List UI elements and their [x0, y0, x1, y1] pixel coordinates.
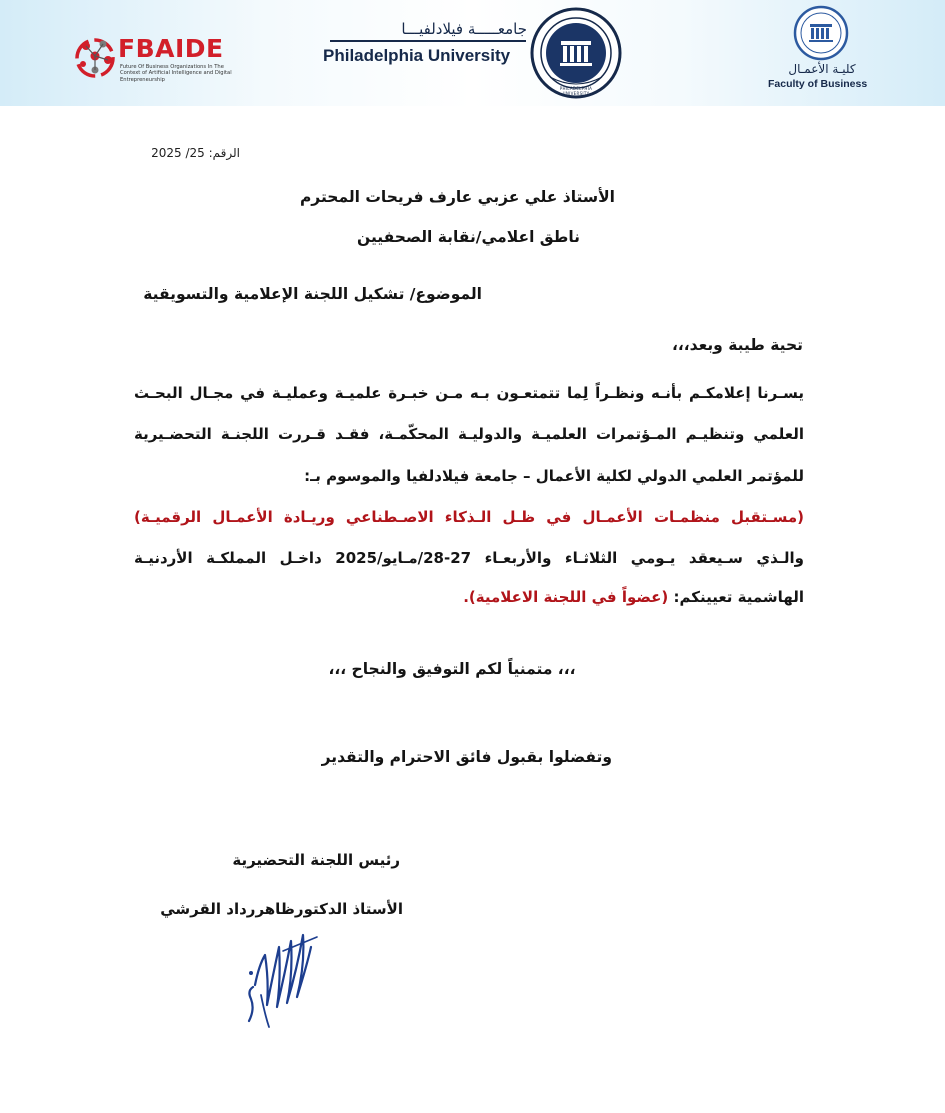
fbaide-logo [72, 30, 232, 90]
greeting: تحية طيبة وبعد،،، [672, 336, 803, 354]
university-name-english: Philadelphia University [323, 46, 511, 65]
body-line: للمؤتمر العلمي الدولي لكلية الأعمال – جامعة فيلادلفيا والموسوم بـ: [304, 467, 804, 485]
university-name-rule [330, 40, 526, 42]
handwritten-signature [225, 925, 335, 1035]
appointment-role: (عضواً في اللجنة الاعلامية). [463, 588, 669, 606]
faculty-name-arabic: كليـة الأعمـال [788, 62, 856, 76]
reference-number: الرقم: 25/ 2025 [151, 146, 240, 160]
appointment-prefix: الهاشمية تعيينكم: [673, 588, 804, 606]
university-name-arabic: جامعـــــة فيلادلفيـــا [401, 20, 527, 38]
body-line: يسـرنا إعلامكـم بأنـه ونظـراً لِما تتمتعـون بـه مـن خبـرة علميـة وعمليـة في مجـال البحـث [134, 384, 804, 402]
fbaide-tagline: Future Of Business Organizations In The Context of Artificial Intelligence and Digital Entrepreneurship [120, 64, 232, 83]
body-line-appointment [200, 588, 804, 606]
fbaide-name: FBAIDE [118, 34, 224, 63]
university-seal-text: PHILADELPHIA UNIVERSITY [559, 86, 593, 96]
fbaide-emblem-icon [72, 32, 118, 84]
faculty-emblem-icon [790, 4, 852, 62]
body-line: والـذي سـيعقد يـومي الثلاثـاء والأربعـاء 27-28/مـايو/2025 داخـل المملكـة الأردنيـة [134, 549, 804, 567]
conference-title: (مسـتقبل منظمـات الأعمـال في ظـل الـذكاء الاصـطناعي وريـادة الأعمـال الرقميـة) [134, 508, 804, 526]
signatory-name: الأستاذ الدكتورظاهررداد القرشي [160, 900, 403, 918]
signatory-title: رئيس اللجنة التحضيرية [232, 851, 400, 869]
faculty-name-english: Faculty of Business [768, 78, 868, 90]
wishes-line: ،،، متمنياً لكم التوفيق والنجاح ،،، [328, 660, 576, 678]
subject-line: الموضوع/ تشكيل اللجنة الإعلامية والتسويقية [143, 285, 482, 303]
closing-line: وتفضلوا بقبول فائق الاحترام والتقدير [321, 748, 612, 766]
recipient-role: ناطق اعلامي/نقابة الصحفيين [357, 228, 580, 246]
body-line: العلمي وتنظيـم المـؤتمرات العلميـة والدوليـة المحكّمـة، فقـد قـررت اللجنـة التحضـيرية [134, 425, 804, 443]
recipient-name: الأستاذ علي عزبي عارف فريحات المحترم [299, 188, 615, 206]
